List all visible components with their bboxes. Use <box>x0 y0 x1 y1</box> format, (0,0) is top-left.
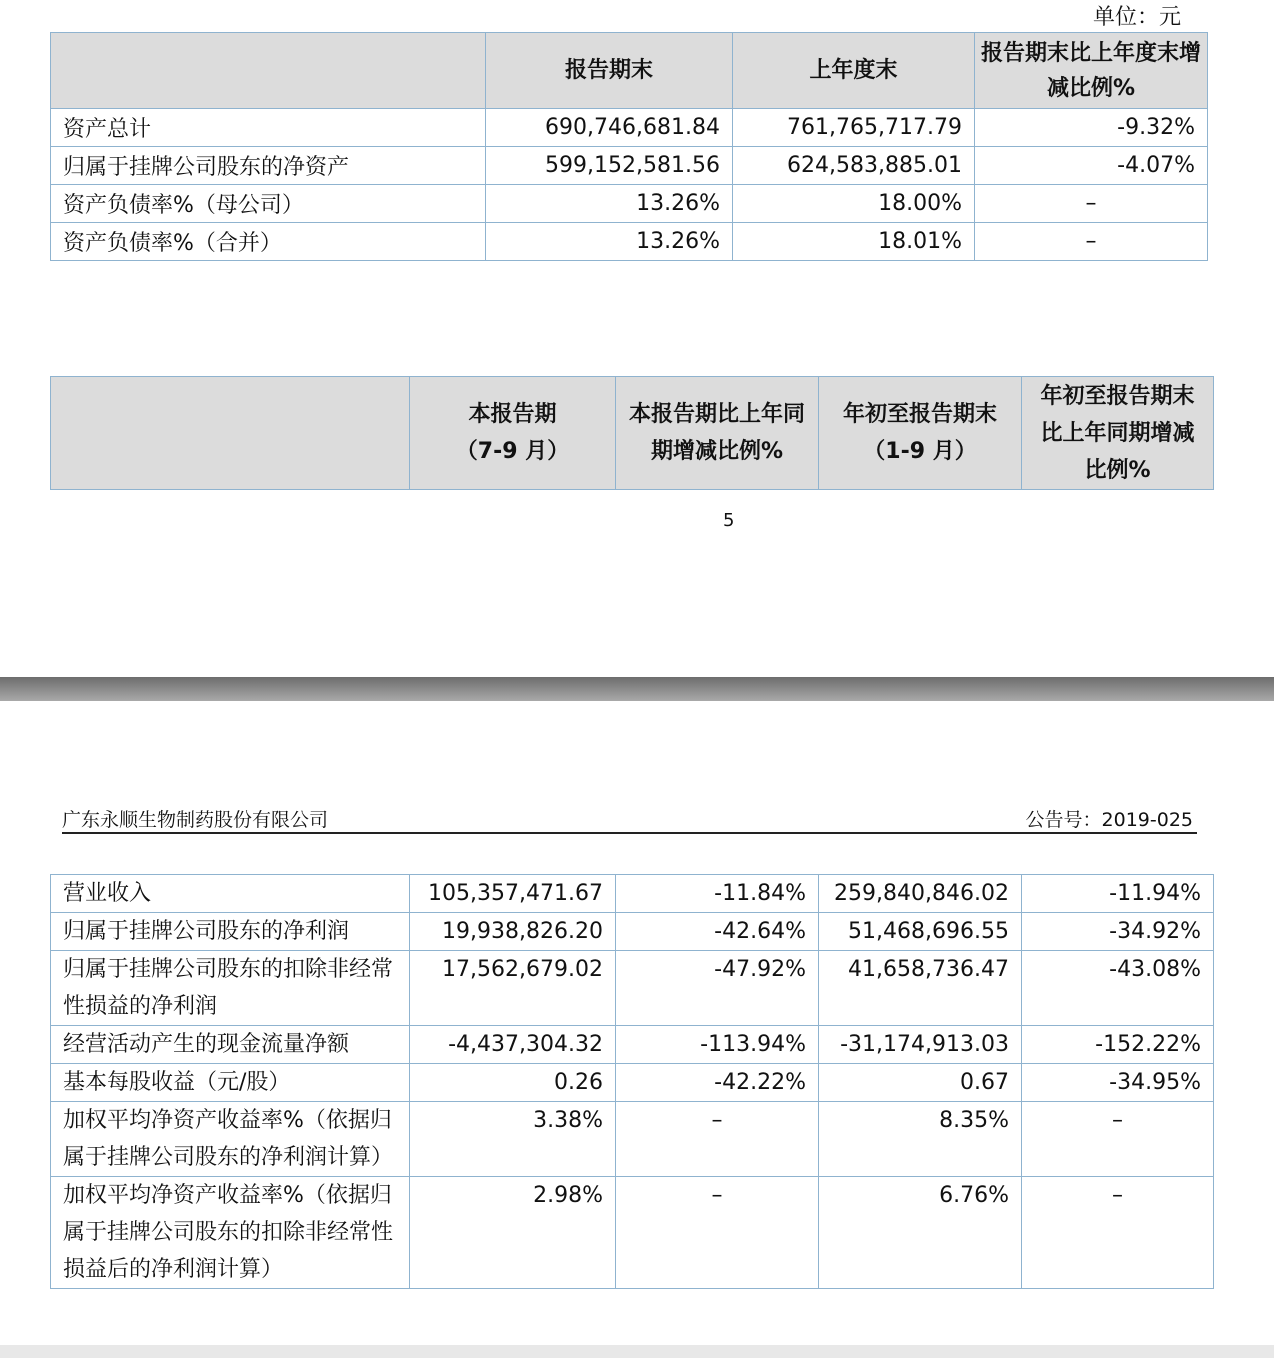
row-label: 资产总计 <box>51 109 486 147</box>
cell: 51,468,696.55 <box>819 913 1022 951</box>
table-row <box>51 1026 1214 1064</box>
income-table-header <box>50 376 1214 490</box>
row-label: 基本每股收益（元/股） <box>51 1064 410 1102</box>
cell: 19,938,826.20 <box>410 913 616 951</box>
cell: -42.22% <box>616 1064 819 1102</box>
row-label: 归属于挂牌公司股东的净利润 <box>51 913 410 951</box>
table-row <box>51 951 1214 1026</box>
cell: 13.26% <box>486 185 733 223</box>
row-label: 资产负债率%（母公司） <box>51 185 486 223</box>
company-name: 广东永顺生物制药股份有限公司 <box>62 809 329 831</box>
cell: 599,152,581.56 <box>486 147 733 185</box>
row-label: 归属于挂牌公司股东的净资产 <box>51 147 486 185</box>
page-separator <box>0 677 1274 701</box>
cell: -34.92% <box>1022 913 1214 951</box>
cell: -47.92% <box>616 951 819 1026</box>
cell: -31,174,913.03 <box>819 1026 1022 1064</box>
cell: – <box>616 1102 819 1177</box>
cell: 0.26 <box>410 1064 616 1102</box>
header-cell: 本报告期（7-9 月） <box>410 377 616 490</box>
cell: -34.95% <box>1022 1064 1214 1102</box>
cell: -43.08% <box>1022 951 1214 1026</box>
cell: 41,658,736.47 <box>819 951 1022 1026</box>
cell: -4,437,304.32 <box>410 1026 616 1064</box>
page-number: 5 <box>723 510 735 531</box>
table-row <box>51 185 1208 223</box>
cell: 8.35% <box>819 1102 1022 1177</box>
header-cell: 年初至报告期末比上年同期增减比例% <box>1022 377 1214 490</box>
table-row <box>51 223 1208 261</box>
notice-number: 公告号：2019-025 <box>1025 809 1193 831</box>
cell: – <box>1022 1102 1214 1177</box>
cell: -11.84% <box>616 875 819 913</box>
cell: – <box>975 223 1208 261</box>
cell: – <box>975 185 1208 223</box>
row-label: 归属于挂牌公司股东的扣除非经常性损益的净利润 <box>51 951 410 1026</box>
row-label: 经营活动产生的现金流量净额 <box>51 1026 410 1064</box>
cell: 18.00% <box>733 185 975 223</box>
cell: -152.22% <box>1022 1026 1214 1064</box>
header-cell: 报告期末比上年度末增减比例% <box>975 33 1208 109</box>
page-header <box>62 805 1197 834</box>
table-row <box>51 109 1208 147</box>
table-row <box>51 913 1214 951</box>
header-cell: 本报告期比上年同期增减比例% <box>616 377 819 490</box>
cell: -9.32% <box>975 109 1208 147</box>
cell: – <box>1022 1177 1214 1289</box>
table-row <box>51 1177 1214 1289</box>
header-cell: 报告期末 <box>486 33 733 109</box>
cell: -113.94% <box>616 1026 819 1064</box>
table-row <box>51 1064 1214 1102</box>
table-header-row <box>51 377 1214 490</box>
balance-table <box>50 32 1208 261</box>
cell: 105,357,471.67 <box>410 875 616 913</box>
cell: 259,840,846.02 <box>819 875 1022 913</box>
cell: – <box>616 1177 819 1289</box>
table-row <box>51 1102 1214 1177</box>
cell: 13.26% <box>486 223 733 261</box>
row-label: 营业收入 <box>51 875 410 913</box>
cell: -11.94% <box>1022 875 1214 913</box>
cell: 18.01% <box>733 223 975 261</box>
cell: 6.76% <box>819 1177 1022 1289</box>
header-cell: 上年度末 <box>733 33 975 109</box>
cell: -4.07% <box>975 147 1208 185</box>
row-label: 加权平均净资产收益率%（依据归属于挂牌公司股东的净利润计算） <box>51 1102 410 1177</box>
cell: 761,765,717.79 <box>733 109 975 147</box>
header-cell <box>51 377 410 490</box>
cell: 624,583,885.01 <box>733 147 975 185</box>
cell: 0.67 <box>819 1064 1022 1102</box>
cell: 17,562,679.02 <box>410 951 616 1026</box>
table-row <box>51 147 1208 185</box>
row-label: 资产负债率%（合并） <box>51 223 486 261</box>
header-cell: 年初至报告期末（1-9 月） <box>819 377 1022 490</box>
header-cell <box>51 33 486 109</box>
unit-label: 单位：元 <box>1093 5 1182 30</box>
cell: -42.64% <box>616 913 819 951</box>
income-table <box>50 874 1214 1289</box>
cell: 2.98% <box>410 1177 616 1289</box>
cell: 3.38% <box>410 1102 616 1177</box>
table-header-row <box>51 33 1208 109</box>
row-label: 加权平均净资产收益率%（依据归属于挂牌公司股东的扣除非经常性损益后的净利润计算） <box>51 1177 410 1289</box>
cell: 690,746,681.84 <box>486 109 733 147</box>
page-bottom-shade <box>0 1345 1274 1358</box>
table-row <box>51 875 1214 913</box>
